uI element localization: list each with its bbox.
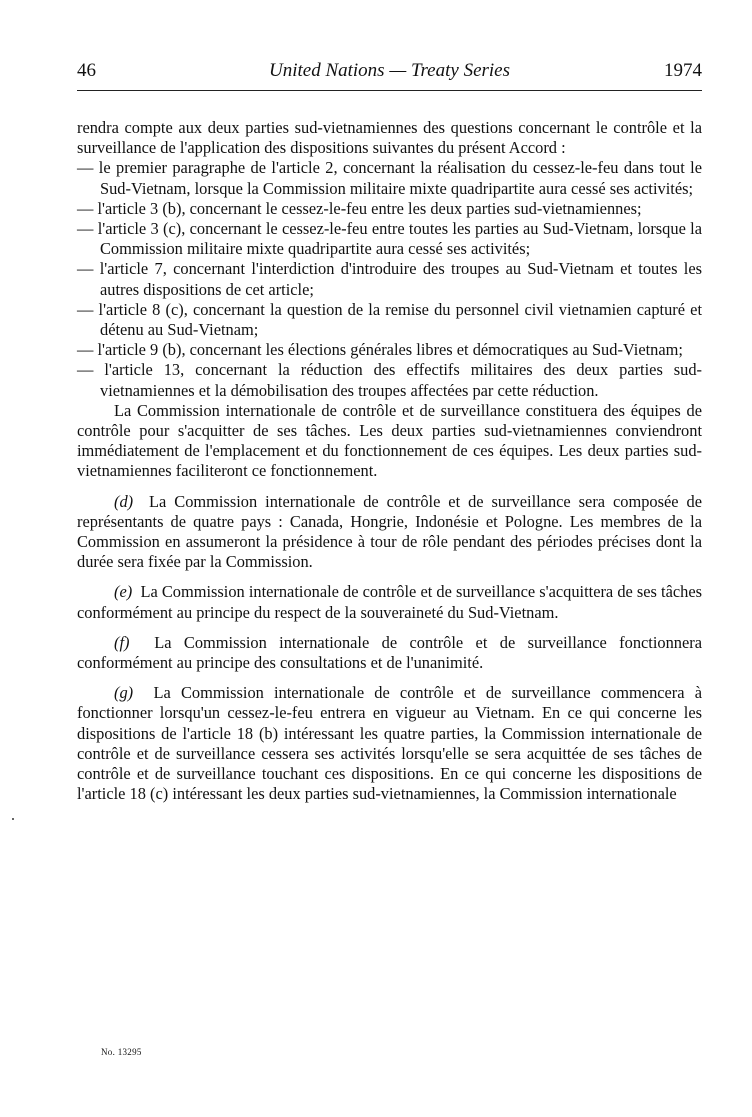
- paragraph-g-text: La Commission internationale de contrôle et de surveillance commencera à fonctionner lorsqu'un cessez-le-feu entrera en vigueur au Vietnam. En ce qui concerne les dispositions de l'article 18 (b) intéressant les quatre parties, la Commission internationale de contrôle et de surveillance cessera ses activités lorsqu'elle se sera acquittée de ses tâches de contrôle et de surveillance touchant ces dispositions. En ce qui concerne les dispositions de l'article 18 (c) intéressant les deux parties sud-vietnamiennes, la Commission internationale: [77, 683, 702, 804]
- paragraph-d-label: (d): [114, 491, 134, 511]
- list-item: — l'article 9 (b), concernant les élections générales libres et démocratiques au Sud-Vietnam;: [77, 340, 683, 360]
- list-item: — l'article 13, concernant la réduction des effectifs militaires des deux parties sud-vietnamiennes et la démobilisation des troupes affectées par cette réduction.: [77, 360, 702, 400]
- list-item: — l'article 3 (b), concernant le cessez-le-feu entre les deux parties sud-vietnamiennes;: [77, 198, 642, 218]
- paragraph-f-text: La Commission internationale de contrôle et de surveillance fonctionnera conformément au principe des consultations et de l'unanimité.: [77, 632, 702, 673]
- list-item: — l'article 8 (c), concernant la question de la remise du personnel civil vietnamien capturé et détenu au Sud-Vietnam;: [77, 299, 702, 340]
- header-year: 1974: [664, 60, 702, 81]
- intro-paragraph: rendra compte aux deux parties sud-vietnamiennes des questions concernant le contrôle et la surveillance de l'application des dispositions suivantes du présent Accord :: [77, 118, 702, 158]
- running-header: [77, 58, 702, 91]
- treaty-number: No. 13295: [101, 1047, 142, 1057]
- paragraph-d-text: La Commission internationale de contrôle et de surveillance sera composée de représentants de quatre pays : Canada, Hongrie, Indonésie et Pologne. Les membres de la Commission en assumeront la présidence à tour de rôle pendant des périodes précises dont la durée sera fixée par la Commission.: [77, 491, 702, 572]
- scan-speck: [12, 818, 14, 820]
- paragraph-e-text: La Commission internationale de contrôle et de surveillance s'acquittera de ses tâches conformément au principe du respect de la souveraineté du Sud-Vietnam.: [77, 582, 702, 622]
- body-text: [77, 118, 702, 805]
- paragraph-e-label: (e): [114, 582, 133, 602]
- paragraph-f-label: (f): [114, 632, 130, 652]
- paragraph-g: [77, 683, 702, 804]
- paragraph-d: [77, 492, 702, 573]
- paragraph-e: [77, 582, 702, 622]
- paragraph-g-label: (g): [114, 683, 134, 703]
- list-item: — le premier paragraphe de l'article 2, concernant la réalisation du cessez-le-feu dans tout le Sud-Vietnam, lorsque la Commission militaire mixte quadripartite aura cessé ses activités;: [77, 158, 702, 198]
- list-item: — l'article 3 (c), concernant le cessez-le-feu entre toutes les parties au Sud-Vietnam, lorsque la Commission militaire mixte quadripartite aura cessé ses activités;: [77, 219, 702, 259]
- series-title: United Nations — Treaty Series: [268, 60, 511, 81]
- list-item: — l'article 7, concernant l'interdiction d'introduire des troupes au Sud-Vietnam et toutes les autres dispositions de cet article;: [77, 259, 702, 299]
- paragraph-teams: La Commission internationale de contrôle et de surveillance constituera des équipes de contrôle pour s'acquitter de ses tâches. Les deux parties sud-vietnamiennes conviendront immédiatement de l'emplacement et du fonctionnement de ces équipes. Les deux parties sud-vietnamiennes faciliteront ce fonctionnement.: [77, 400, 702, 481]
- page-number: 46: [77, 60, 96, 81]
- paragraph-f: [77, 633, 702, 673]
